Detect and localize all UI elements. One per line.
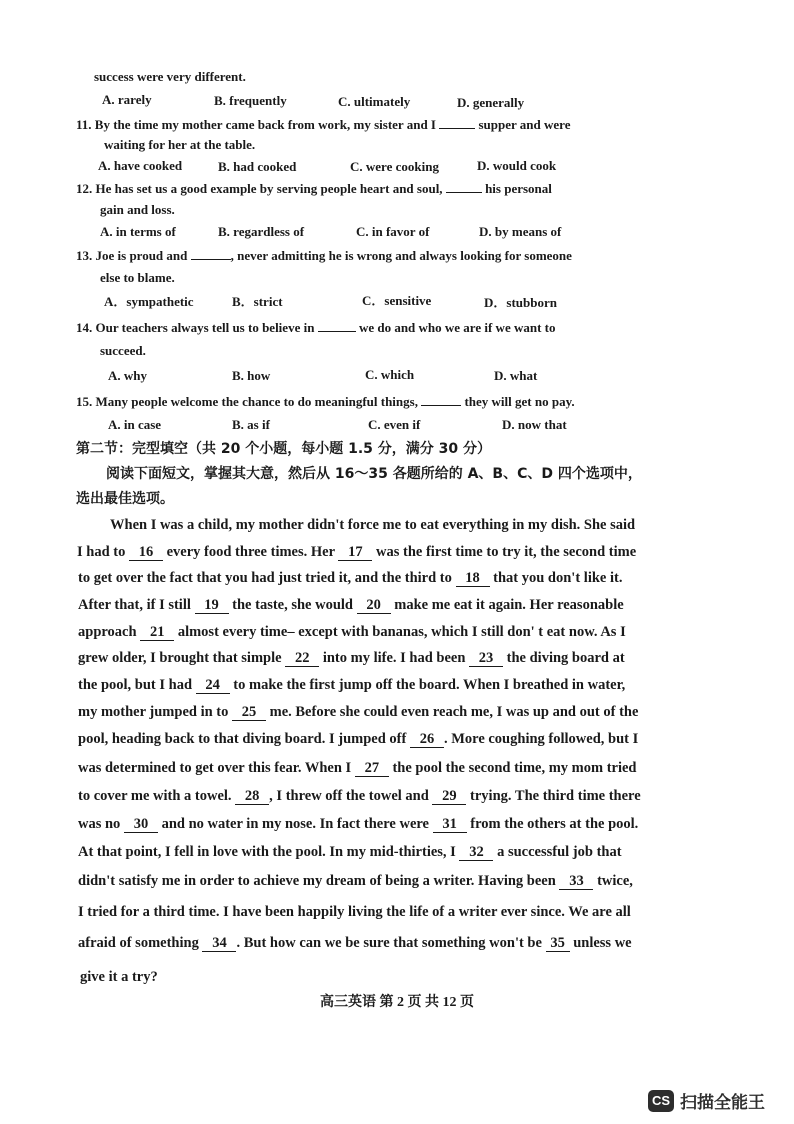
passage-line: the pool, but I had 24 to make the first jump off the board. When I breathed in water, <box>78 677 626 693</box>
passage-line: didn't satisfy me in order to achieve my dream of being a writer. Having been 33 twice, <box>78 873 633 889</box>
passage-line: I tried for a third time. I have been happily living the life of a writer ever since. We are all <box>78 904 631 920</box>
q10-option-c: C. ultimately <box>338 94 411 109</box>
blank-35: 35 <box>546 936 570 952</box>
passage-line: afraid of something 34 . But how can we be sure that something won't be 35 unless we <box>78 935 632 951</box>
passage-line: my mother jumped in to 25 me. Before she could even reach me, I was up and out of the <box>78 704 639 720</box>
scanner-watermark <box>648 1088 765 1113</box>
q11-option-a: A. have cooked <box>98 158 183 173</box>
q15-stem: 15. Many people welcome the chance to do meaningful things, they will get no pay. <box>76 394 575 409</box>
q13-blank <box>191 247 231 260</box>
blank-32: 32 <box>459 845 493 861</box>
passage-line: to cover me with a towel. 28 , I threw off the towel and 29 trying. The third time there <box>78 788 641 804</box>
q14-option-a: A. why <box>108 368 148 383</box>
q12-option-b: B. regardless of <box>218 224 305 239</box>
q15-option-a: A. in case <box>108 417 162 432</box>
q11-stem-line2: waiting for her at the table. <box>104 137 256 152</box>
passage-line: grew older, I brought that simple 22 into my life. I had been 23 the diving board at <box>78 650 625 666</box>
blank-31: 31 <box>433 817 467 833</box>
q13-stem: 13. Joe is proud and , never admitting he is wrong and always looking for someone <box>76 248 572 263</box>
blank-27: 27 <box>355 761 389 777</box>
section-instructions: 阅读下面短文，掌握其大意，然后从 16～35 各题所给的 A、B、C、D 四个选项中， <box>106 466 642 482</box>
q11-option-c: C. were cooking <box>350 159 439 174</box>
q14-option-c: C. which <box>365 367 415 382</box>
q10-option-b: B. frequently <box>214 93 287 108</box>
scanner-name: 扫描全能王 <box>680 1093 765 1113</box>
blank-24: 24 <box>196 678 230 694</box>
blank-25: 25 <box>232 705 266 721</box>
passage-line: After that, if I still 19 the taste, she would 20 make me eat it again. Her reasonable <box>78 597 624 613</box>
blank-34: 34 <box>202 936 236 952</box>
q14-option-b: B. how <box>232 368 271 383</box>
blank-19: 19 <box>195 598 229 614</box>
q14-blank <box>318 319 356 332</box>
blank-33: 33 <box>559 874 593 890</box>
q12-option-a: A. in terms of <box>100 224 176 239</box>
blank-18: 18 <box>456 571 490 587</box>
passage-line: I had to 16 every food three times. Her 17 was the first time to try it, the second time <box>77 544 637 560</box>
blank-30: 30 <box>124 817 158 833</box>
q13-option-a: A．sympathetic <box>104 294 194 309</box>
q15-option-c: C. even if <box>368 417 421 432</box>
q12-stem-line2: gain and loss. <box>100 202 175 217</box>
blank-21: 21 <box>140 625 174 641</box>
q15-option-d: D. now that <box>502 417 567 432</box>
q10-stem: success were very different. <box>94 69 246 84</box>
section-instructions-line2: 选出最佳选项。 <box>76 491 174 507</box>
q10-option-a: A. rarely <box>102 92 152 107</box>
q11-blank <box>439 116 475 129</box>
q10-option-d: D. generally <box>457 95 525 110</box>
passage-line: to get over the fact that you had just tried it, and the third to 18 that you don't like it. <box>78 570 623 586</box>
blank-16: 16 <box>129 545 163 561</box>
blank-20: 20 <box>357 598 391 614</box>
q15-option-b: B. as if <box>232 417 270 432</box>
passage-line: was no 30 and no water in my nose. In fact there were 31 from the others at the pool. <box>78 816 639 832</box>
q11-option-b: B. had cooked <box>218 159 297 174</box>
blank-26: 26 <box>410 732 444 748</box>
passage-line: At that point, I fell in love with the pool. In my mid-thirties, I 32 a successful job that <box>78 844 622 860</box>
blank-29: 29 <box>432 789 466 805</box>
q15-blank <box>421 393 461 406</box>
passage-line: give it a try? <box>80 969 158 985</box>
q13-stem-line2: else to blame. <box>100 270 175 285</box>
passage-line: pool, heading back to that diving board. I jumped off 26 . More coughing followed, but I <box>78 731 639 747</box>
passage-line: approach 21 almost every time– except with bananas, which I still don' t eat now. As I <box>78 624 626 640</box>
q14-stem: 14. Our teachers always tell us to believe in we do and who we are if we want to <box>76 320 556 335</box>
q12-option-c: C. in favor of <box>356 224 430 239</box>
section-heading: 第二节：完型填空（共 20 个小题，每小题 1.5 分，满分 30 分） <box>76 441 492 457</box>
camscanner-logo-icon: CS <box>648 1090 674 1112</box>
q13-option-c: C．sensitive <box>362 293 432 308</box>
q14-stem-line2: succeed. <box>100 343 146 358</box>
q13-option-b: B．strict <box>232 294 283 309</box>
passage-line: was determined to get over this fear. When I 27 the pool the second time, my mom tried <box>78 760 637 776</box>
blank-17: 17 <box>338 545 372 561</box>
q12-option-d: D. by means of <box>479 224 562 239</box>
passage-line: When I was a child, my mother didn't force me to eat everything in my dish. She said <box>110 517 636 533</box>
q12-stem: 12. He has set us a good example by serving people heart and soul, his personal <box>76 181 552 196</box>
q11-stem: 11. By the time my mother came back from work, my sister and I supper and were <box>76 117 571 132</box>
blank-28: 28 <box>235 789 269 805</box>
q14-option-d: D. what <box>494 368 538 383</box>
page-footer: 高三英语 第 2 页 共 12 页 <box>320 995 474 1010</box>
blank-22: 22 <box>285 651 319 667</box>
q12-blank <box>446 180 482 193</box>
blank-23: 23 <box>469 651 503 667</box>
q11-option-d: D. would cook <box>477 158 557 173</box>
q13-option-d: D．stubborn <box>484 295 557 310</box>
